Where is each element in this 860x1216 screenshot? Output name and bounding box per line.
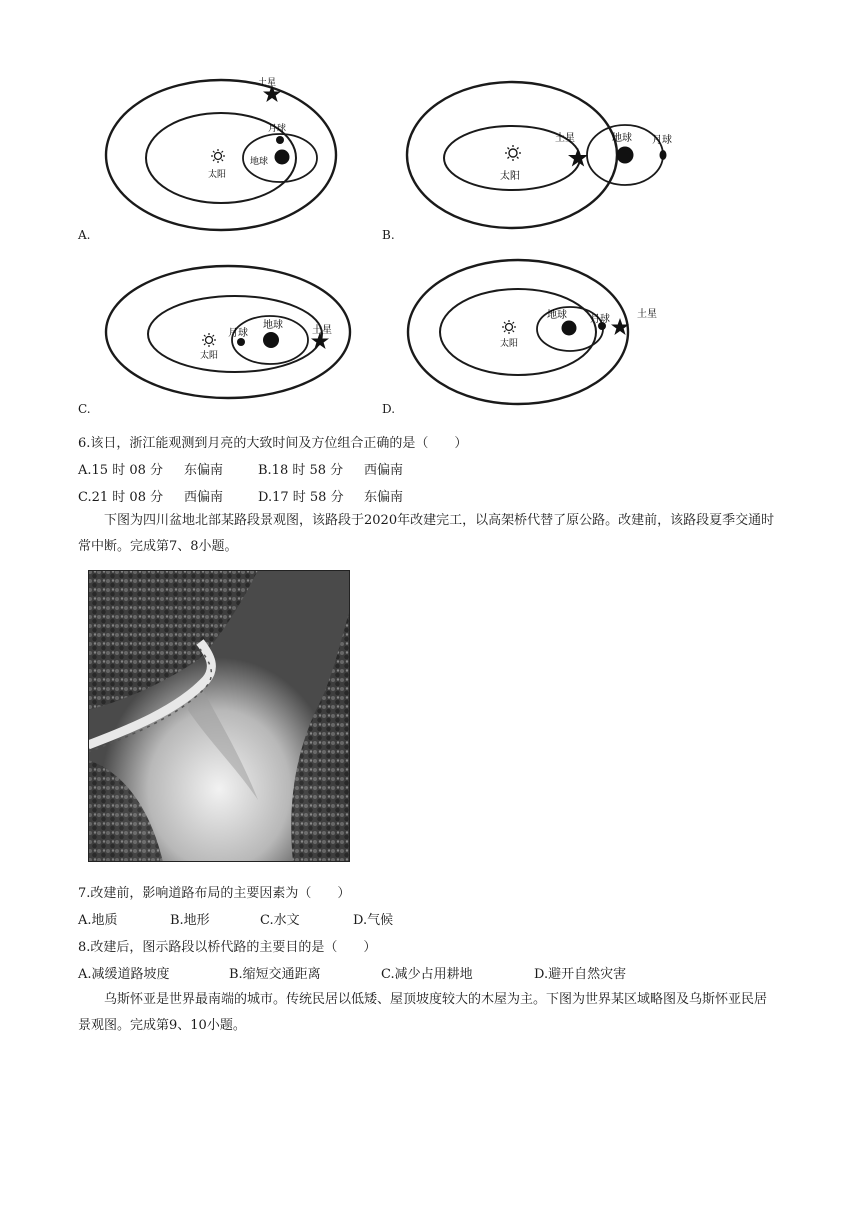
earth-icon bbox=[562, 321, 577, 336]
road-landscape-photo bbox=[88, 570, 350, 862]
q6-option-b-time[interactable]: B.18 时 58 分 bbox=[258, 463, 344, 478]
sun-label: 太阳 bbox=[500, 339, 519, 349]
sun-icon bbox=[211, 149, 225, 163]
option-letter-d: D. bbox=[382, 402, 396, 416]
q7-option-d[interactable]: D.气候 bbox=[353, 913, 394, 928]
earth-icon bbox=[617, 147, 634, 164]
moon-label: 月球 bbox=[228, 328, 248, 339]
sun-icon bbox=[505, 145, 521, 161]
earth-label: 地球 bbox=[612, 133, 632, 144]
moon-label: 月球 bbox=[652, 135, 672, 146]
q7-option-c[interactable]: C.水文 bbox=[260, 913, 300, 928]
moon-icon bbox=[276, 136, 284, 144]
question-8-stem: 8.改建后，图示路段以桥代路的主要目的是（ ） bbox=[78, 940, 377, 955]
question-7-options bbox=[78, 909, 393, 928]
saturn-label: 土星 bbox=[555, 133, 575, 144]
earth-label: 地球 bbox=[250, 157, 269, 167]
q8-option-c[interactable]: C.减少占用耕地 bbox=[381, 967, 473, 982]
earth-icon bbox=[263, 332, 279, 348]
q8-option-b[interactable]: B.缩短交通距离 bbox=[229, 967, 321, 982]
moon-label: 月球 bbox=[268, 124, 287, 134]
q8-option-d[interactable]: D.避开自然灾害 bbox=[534, 967, 627, 982]
question-6-options-row-1 bbox=[78, 459, 403, 478]
question-8-options bbox=[78, 963, 626, 982]
earth-label: 地球 bbox=[547, 310, 567, 321]
q6-option-d-time[interactable]: D.17 时 58 分 bbox=[258, 490, 344, 505]
moon-label: 月球 bbox=[590, 314, 610, 325]
q6-option-c-time[interactable]: C.21 时 08 分 bbox=[78, 490, 164, 505]
saturn-label: 土星 bbox=[312, 325, 332, 336]
intro-paragraph-9-10: 乌斯怀亚是世界最南端的城市。传统民居以低矮、屋顶坡度较大的木屋为主。下图为世界某区域略图及乌斯怀亚民居景观图。完成第9、10小题。 bbox=[78, 992, 768, 1033]
q6-option-a-dir: 东偏南 bbox=[184, 463, 224, 478]
q7-option-b[interactable]: B.地形 bbox=[170, 913, 210, 928]
sun-icon bbox=[202, 333, 216, 347]
earth-label: 地球 bbox=[263, 320, 283, 331]
sun-icon bbox=[502, 320, 516, 334]
sun-label: 太阳 bbox=[208, 170, 227, 180]
option-letter-b: B. bbox=[382, 228, 395, 242]
q6-option-c-dir: 西偏南 bbox=[184, 490, 224, 505]
moon-icon bbox=[237, 338, 245, 346]
option-letter-a: A. bbox=[78, 228, 91, 242]
q6-option-d-dir: 东偏南 bbox=[364, 490, 404, 505]
intro-paragraph-7-8: 下图为四川盆地北部某路段景观图，该路段于2020年改建完工，以高架桥代替了原公路。改建前，该路段夏季交通时常中断。完成第7、8小题。 bbox=[78, 513, 775, 554]
moon-icon bbox=[660, 150, 667, 160]
option-letter-c: C. bbox=[78, 402, 91, 416]
question-6-stem: 6.该日，浙江能观测到月亮的大致时间及方位组合正确的是（ ） bbox=[78, 436, 468, 451]
saturn-label: 土星 bbox=[258, 78, 277, 88]
q6-option-a-time[interactable]: A.15 时 08 分 bbox=[78, 463, 164, 478]
q6-option-b-dir: 西偏南 bbox=[364, 463, 404, 478]
diagram-a bbox=[100, 70, 340, 235]
saturn-label: 土星 bbox=[637, 309, 657, 320]
earth-icon bbox=[275, 150, 290, 165]
question-6-options-row-2 bbox=[78, 486, 403, 505]
question-7-stem: 7.改建前，影响道路布局的主要因素为（ ） bbox=[78, 886, 351, 901]
diagram-c bbox=[100, 262, 365, 410]
sun-label: 太阳 bbox=[500, 171, 520, 182]
q8-option-a[interactable]: A.减缓道路坡度 bbox=[78, 967, 170, 982]
sun-label: 太阳 bbox=[200, 351, 219, 361]
q7-option-a[interactable]: A.地质 bbox=[78, 913, 118, 928]
diagram-b bbox=[405, 80, 695, 240]
diagram-d bbox=[405, 252, 680, 412]
